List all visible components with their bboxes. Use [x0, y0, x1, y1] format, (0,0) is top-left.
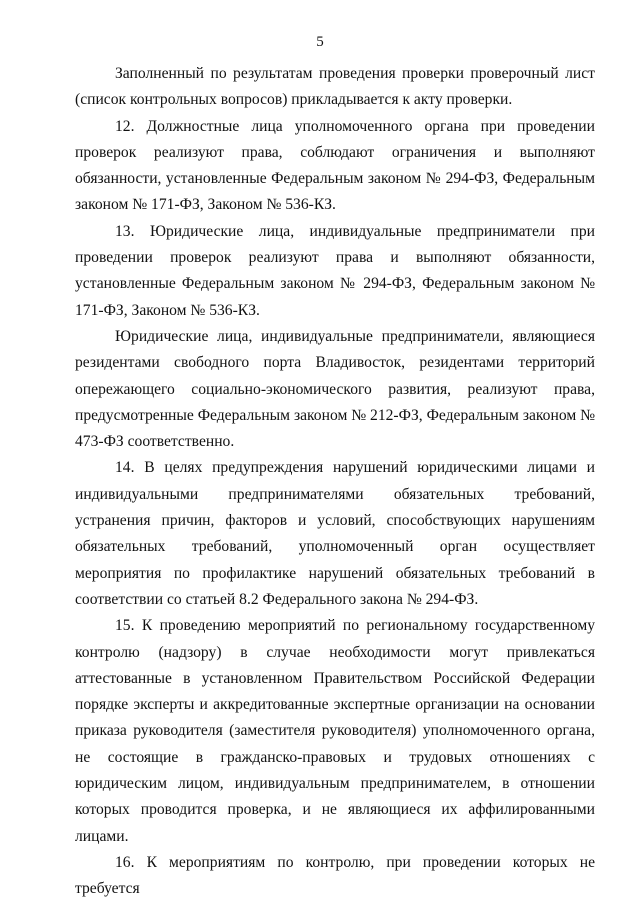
paragraph-15-experts-involvement: 15. К проведению мероприятий по региональному государственному контролю (надзору) в случае необходимости могут привлекаться аттестованные в установленном Правительством Российской Федерации порядке эксперты и аккредитованные экспертные организации на основании приказа руководителя (заместителя руководителя) уполномоченного органа, не состоящие в гражданско-правовых и трудовых отношениях с юридическим лицом, индивидуальным предпринимателем, в отношении которых проводится проверка, и не являющиеся их аффилированными лицами. [75, 617, 595, 845]
paragraph-16-control-measures: 16. К мероприятиям по контролю, при проведении которых не требуется [75, 853, 595, 898]
page-number: 5 [316, 34, 324, 50]
paragraph-12-officials-rights: 12. Должностные лица уполномоченного органа при проведении проверок реализуют права, соблюдают ограничения и выполняют обязанности, установленные Федеральным законом № 294-ФЗ, Федеральным законом № 171-ФЗ, Законом № 536-КЗ. [75, 117, 595, 214]
paragraph-free-port-residents: Юридические лица, индивидуальные предприниматели, являющиеся резидентами свободного порта Владивосток, резидентами территорий опережающего социально-экономического развития, реализуют права, предусмотренные Федеральным законом № 212-ФЗ, Федеральным законом № 473-ФЗ соответственно. [75, 327, 595, 451]
document-body [75, 61, 595, 903]
paragraph-13-legal-entities-rights: 13. Юридические лица, индивидуальные предприниматели при проведении проверок реализуют права и выполняют обязанности, установленные Федеральным законом № 294-ФЗ, Федеральным законом № 171-ФЗ, Законом № 536-КЗ. [75, 222, 595, 319]
paragraph-checklist-attachment: Заполненный по результатам проведения проверки проверочный лист (список контрольных вопросов) прикладывается к акту проверки. [75, 65, 595, 109]
paragraph-14-prevention-measures: 14. В целях предупреждения нарушений юридическими лицами и индивидуальными предпринимателями обязательных требований, устранения причин, факторов и условий, способствующих нарушениям обязательных требований, уполномоченный орган осуществляет мероприятия по профилактике нарушений обязательных требований в соответствии со статьей 8.2 Федерального закона № 294-ФЗ. [75, 459, 595, 608]
